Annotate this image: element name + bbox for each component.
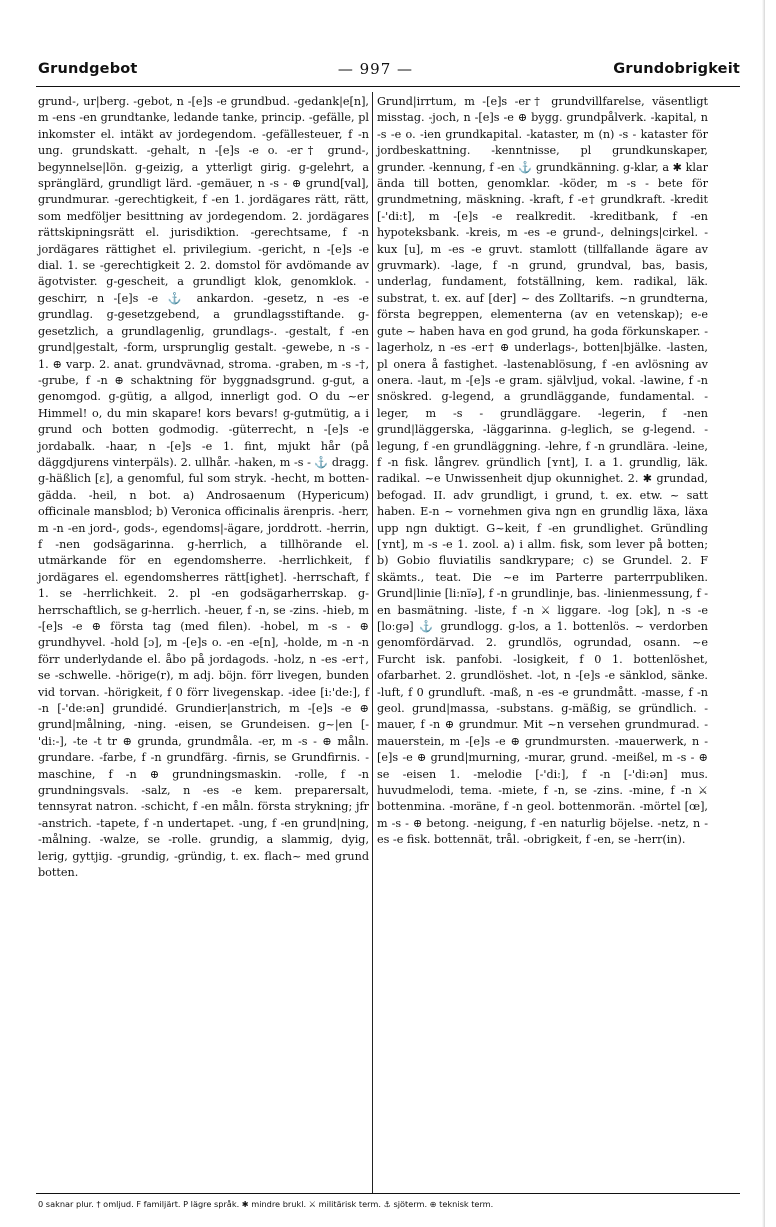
page-edge xyxy=(762,0,765,1227)
page-header xyxy=(38,56,740,82)
right-column-text: Grund|irrtum, m -[e]s -er† grundvillfarelse, väsentligt misstag. -joch, n -[e]s -e ⊕ bygg. grundpålverk. -kapital, n -s -e o. -ien grundkapital. -kataster, m (n) -s - kataster för jordbeskattning. -kenntnisse, pl grundkunskaper, grunder. -kennung, f -en ⚓ grundkänning. g-klar, a ✱ klar ända till botten, genomklar. -köder, m -s - bete för grundmetning, mäskning. -kraft, f -e† grundkraft. -kredit [-'di:t], m -[e]s -e realkredit. -kreditbank, f -en hypoteksbank. -kreis, m -es -e grund-, delnings|cirkel. -kux [u], m -es -e gruvt. stamlott (tillfallande ägare av gruvmark). -lage, f -n grund, grundval, bas, basis, underlag, fundament, fotställning, kem. radikal, läk. substrat, t. ex. auf [der] ~ des Zolltarifs. ~n grundterna, första begreppen, elementerna (av en vetenskap); e-e gute ~ haben hava en god grund, ha goda förkunskaper. -lagerholz, n -es -er† ⊕ underlags-, botten|bjälke. -lasten, pl onera å fastighet. -lastenablösung, f -en avlösning av onera. -laut, m -[e]s -e gram. självljud, vokal. -lawine, f -n snöskred. g-legend, a grundläggande, fundamental. -leger, m -s - grundläggare. -legerin, f -nen grund|läggerska, -läggarinna. g-leglich, se g-legend. -legung, f -en grundläggning. -lehre, f -n grundlära. -leine, f -n fisk. långrev. gründlich [ʏnt], I. a 1. grundlig, läk. radikal. ~e Unwissenheit djup okunnighet. 2. ✱ grundad, befogad. II. adv grundligt, i grund, t. ex. etw. ~ satt haben. E-n ~ vornehmen giva ngn en grundlig läxa, läxa upp ngn duktigt. G~keit, f -en grundlighet. Gründling [ʏnt], m -s -e 1. zool. a) i allm. fisk, som lever på botten; b) Gobio fluviatilis sandkrypare; c) se Grundel. 2. F skämts., teat. Die ~e im Parterre parterrpubliken. Grund|linie [li:nïə], f -n grundlinje, bas. -linienmessung, f -en basmätning. -liste, f -n ⚔ liggare. -log [ɔk], n -s -e [loːgə] ⚓ grundlogg. g-los, a 1. bottenlös. ~ verdorben genomfördärvad. 2. grundlös, ogrundad, osann. ~e Furcht isk. panfobi. -losigkeit, f 0 1. bottenlöshet, ofarbarhet. 2. grundlöshet. -lot, n -[e]s -e sänklod, sänke. -luft, f 0 grundluft. -maß, n -es -e grundmått. -masse, f -n geol. grund|massa, -substans. g-mäßig, se gründlich. -mauer, f -n ⊕ grundmur. Mit ~n versehen grundmurad. -mauerstein, m -[e]s -e ⊕ grundmursten. -mauerwerk, n -[e]s -e ⊕ grund|murning, -murar, grund. -meißel, m -s - ⊕ se -eisen 1. -melodie [-'di:], f -n [-'di:ən] mus. huvudmelodi, tema. -miete, f -n, se -zins. -mine, f -n ⚔ bottenmina. -moräne, f -n geol. bottenmorän. -mörtel [œ], m -s - ⊕ betong. -neigung, f -en naturlig böjelse. -netz, n -es -e fisk. bottennät, trål. -obrigkeit, f -en, se -herr(in). xyxy=(377,95,708,847)
right-column xyxy=(377,94,708,849)
column-divider xyxy=(372,92,373,1194)
header-rule xyxy=(36,86,740,87)
left-column xyxy=(38,94,369,882)
footer-rule xyxy=(36,1193,740,1194)
left-running-head: Grundgebot xyxy=(38,61,138,77)
left-column-text: grund-, ur|berg. -gebot, n -[e]s -e grundbud. -gedank|e[n], m -ens -en grundtanke, ledande tanke, princip. -gefälle, pl inkomster el. intäkt av jordegendom. -gefällesteuer, f -n ung. grundskatt. -gehalt, n -[e]s -e o. -er† grund-, begynnelse|lön. g-geizig, a ytterligt girig. g-gelehrt, a spränglärd, grundligt lärd. -gemäuer, n -s - ⊕ grund[val], grundmurar. -gerechtigkeit, f -en 1. jordägares rätt, rätt, som medföljer besittning av jordegendom. 2. jordägares rättskipningsrätt el. jurisdiktion. -gerechtsame, f -n jordägares rättighet el. privilegium. -gericht, n -[e]s -e dial. 1. se -gerechtigkeit 2. 2. domstol för avdömande av ägotvister. g-gescheit, a grundligt klok, genomklok. -geschirr, n -[e]s -e ⚓ ankardon. -gesetz, n -es -e grundlag. g-gesetzgebend, a grundlagsstiftande. g-gesetzlich, a grundlagenlig, grundlags-. -gestalt, f -en grund|gestalt, -form, ursprunglig gestalt. -gewebe, n -s - 1. ⊕ varp. 2. anat. grundvävnad, stroma. -graben, m -s -†, -grube, f -n ⊕ schaktning för byggnadsgrund. g-gut, a genomgod. g-gütig, a allgod, innerligt god. O du ~er Himmel! o, du min skapare! kors bevars! g-gutmütig, a i grund och botten godmodig. -güterrecht, n -[e]s -e jordabalk. -haar, n -[e]s -e 1. fint, mjukt hår (på däggdjurens vinterpäls). 2. ullhår. -haken, m -s - ⚓ dragg. g-häßlich [ɛ], a genomful, ful som stryk. -hecht, m botten-gädda. -heil, n bot. a) Androsaenum (Hypericum) officinale mansblod; b) Veronica officinalis ärenpris. -herr, m -n -en jord-, gods-, egendoms|-ägare, jorddrott. -herrin, f -nen godsägarinna. g-herrlich, a tillhörande el. utmärkande för en egendomsherre. -herrlichkeit, f jordägares el. egendomsherres rätt[ighet]. -herrschaft, f 1. se -herrlichkeit. 2. pl -en godsägarherrskap. g-herrschaftlich, se g-herrlich. -heuer, f -n, se -zins. -hieb, m -[e]s -e ⊕ första tag (med filen). -hobel, m -s - ⊕ grundhyvel. -hold [ɔ], m -[e]s o. -en -e[n], -holde, m -n -n förr underlydande el. åbo på jordagods. -holz, n -es -er†, se -schwelle. -hörige(r), m adj. böjn. förr livegen, bunden vid torvan. -hörigkeit, f 0 förr livegenskap. -idee [i:'de:], f -n [-'de:ən] grundidé. Grundier|anstrich, m -[e]s -e ⊕ grund|målning, -ning. -eisen, se Grundeisen. g~|en [-'di:-], -te -t tr ⊕ grunda, grundmåla. -er, m -s - ⊕ måln. grundare. -farbe, f -n grundfärg. -firnis, se Grundfirnis. -maschine, f -n ⊕ grundningsmaskin. -rolle, f -n grundningsvals. -salz, n -es -e kem. preparersalt, tennsyrat natron. -schicht, f -en måln. första strykning; jfr -anstrich. -tapete, f -n undertapet. -ung, f -en grund|ning, -målning. -walze, se -rolle. grundig, a slammig, dyig, lerig, gyttjig. -grundig, -gründig, t. ex. flach~ med grund botten. xyxy=(38,95,369,880)
abbreviation-legend: 0 saknar plur. † omljud. F familjärt. P lägre språk. ✱ mindre brukl. ⚔ militärisk term. ⚓ sjöterm. ⊕ teknisk term. xyxy=(38,1199,494,1209)
page-number: — 997 — xyxy=(337,60,414,78)
right-running-head: Grundobrigkeit xyxy=(613,61,740,77)
